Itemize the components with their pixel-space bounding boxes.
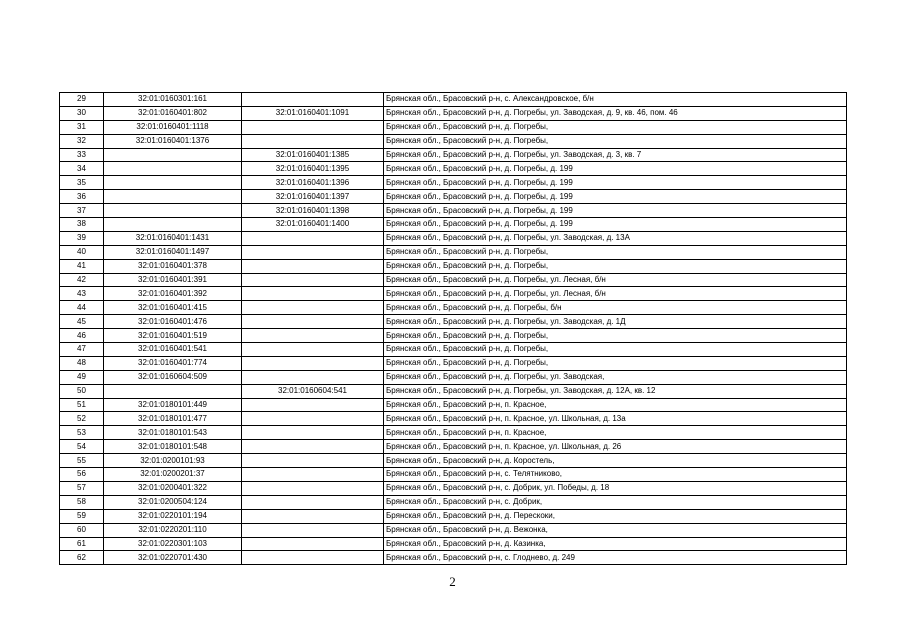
- related-cadastral-number-cell: [242, 495, 384, 509]
- table-row: [60, 370, 847, 384]
- cadastral-number-cell: 32:01:0160301:161: [104, 93, 242, 107]
- related-cadastral-number-cell: 32:01:0160401:1396: [242, 176, 384, 190]
- cadastral-number-cell: 32:01:0220301:103: [104, 537, 242, 551]
- cadastral-number-cell: 32:01:0200101:93: [104, 454, 242, 468]
- table-row: [60, 551, 847, 565]
- cadastral-number-cell: 32:01:0160604:509: [104, 370, 242, 384]
- address-cell: Брянская обл., Брасовский р-н, с. Александровское, б/н: [384, 93, 847, 107]
- row-number-cell: 34: [60, 162, 104, 176]
- cadastral-number-cell: 32:01:0160401:378: [104, 259, 242, 273]
- address-cell: Брянская обл., Брасовский р-н, д. Погребы,: [384, 245, 847, 259]
- address-cell: Брянская обл., Брасовский р-н, д. Погребы, ул. Заводская, д. 3, кв. 7: [384, 148, 847, 162]
- cadastral-number-cell: 32:01:0160401:1376: [104, 134, 242, 148]
- table-row: [60, 93, 847, 107]
- cadastral-number-cell: 32:01:0160401:774: [104, 356, 242, 370]
- cadastral-number-cell: 32:01:0200201:37: [104, 468, 242, 482]
- cadastral-number-cell: 32:01:0200504:124: [104, 495, 242, 509]
- table-row: [60, 329, 847, 343]
- table-row: [60, 245, 847, 259]
- address-cell: Брянская обл., Брасовский р-н, д. Погребы, д. 199: [384, 162, 847, 176]
- cadastral-number-cell: 32:01:0220701:430: [104, 551, 242, 565]
- table-row: [60, 190, 847, 204]
- related-cadastral-number-cell: [242, 537, 384, 551]
- cadastral-number-cell: [104, 176, 242, 190]
- related-cadastral-number-cell: [242, 287, 384, 301]
- page-number: 2: [449, 574, 456, 589]
- address-cell: Брянская обл., Брасовский р-н, д. Коростель,: [384, 454, 847, 468]
- address-cell: Брянская обл., Брасовский р-н, с. Добрик, ул. Победы, д. 18: [384, 481, 847, 495]
- table-row: [60, 384, 847, 398]
- cadastral-number-cell: 32:01:0160401:1497: [104, 245, 242, 259]
- table-row: [60, 273, 847, 287]
- address-cell: Брянская обл., Брасовский р-н, д. Погребы, ул. Заводская, д. 13А: [384, 231, 847, 245]
- cadastral-number-cell: [104, 162, 242, 176]
- related-cadastral-number-cell: [242, 329, 384, 343]
- property-table-body: [60, 93, 847, 565]
- related-cadastral-number-cell: [242, 259, 384, 273]
- cadastral-number-cell: 32:01:0200401:322: [104, 481, 242, 495]
- address-cell: Брянская обл., Брасовский р-н, д. Перескоки,: [384, 509, 847, 523]
- row-number-cell: 36: [60, 190, 104, 204]
- table-row: [60, 287, 847, 301]
- row-number-cell: 48: [60, 356, 104, 370]
- address-cell: Брянская обл., Брасовский р-н, п. Красное,: [384, 398, 847, 412]
- table-row: [60, 412, 847, 426]
- address-cell: Брянская обл., Брасовский р-н, д. Погребы,: [384, 356, 847, 370]
- address-cell: Брянская обл., Брасовский р-н, с. Глоднево, д. 249: [384, 551, 847, 565]
- related-cadastral-number-cell: [242, 440, 384, 454]
- cadastral-number-cell: 32:01:0180101:477: [104, 412, 242, 426]
- cadastral-number-cell: 32:01:0160401:1118: [104, 120, 242, 134]
- row-number-cell: 58: [60, 495, 104, 509]
- address-cell: Брянская обл., Брасовский р-н, д. Погребы,: [384, 120, 847, 134]
- address-cell: Брянская обл., Брасовский р-н, д. Погребы, д. 199: [384, 190, 847, 204]
- row-number-cell: 56: [60, 468, 104, 482]
- cadastral-number-cell: [104, 218, 242, 232]
- cadastral-number-cell: [104, 384, 242, 398]
- cadastral-number-cell: 32:01:0220101:194: [104, 509, 242, 523]
- table-row: [60, 343, 847, 357]
- address-cell: Брянская обл., Брасовский р-н, с. Телятниково,: [384, 468, 847, 482]
- table-row: [60, 537, 847, 551]
- table-row: [60, 468, 847, 482]
- related-cadastral-number-cell: [242, 93, 384, 107]
- table-row: [60, 259, 847, 273]
- cadastral-number-cell: [104, 204, 242, 218]
- related-cadastral-number-cell: [242, 245, 384, 259]
- row-number-cell: 37: [60, 204, 104, 218]
- address-cell: Брянская обл., Брасовский р-н, д. Погребы, д. 199: [384, 204, 847, 218]
- row-number-cell: 33: [60, 148, 104, 162]
- table-row: [60, 176, 847, 190]
- related-cadastral-number-cell: [242, 356, 384, 370]
- table-row: [60, 495, 847, 509]
- related-cadastral-number-cell: [242, 426, 384, 440]
- address-cell: Брянская обл., Брасовский р-н, п. Красное, ул. Школьная, д. 26: [384, 440, 847, 454]
- row-number-cell: 47: [60, 343, 104, 357]
- cadastral-number-cell: 32:01:0160401:802: [104, 106, 242, 120]
- related-cadastral-number-cell: [242, 273, 384, 287]
- table-row: [60, 398, 847, 412]
- row-number-cell: 30: [60, 106, 104, 120]
- related-cadastral-number-cell: 32:01:0160401:1385: [242, 148, 384, 162]
- row-number-cell: 41: [60, 259, 104, 273]
- row-number-cell: 61: [60, 537, 104, 551]
- table-row: [60, 454, 847, 468]
- table-row: [60, 162, 847, 176]
- related-cadastral-number-cell: [242, 315, 384, 329]
- cadastral-number-cell: 32:01:0160401:415: [104, 301, 242, 315]
- related-cadastral-number-cell: [242, 134, 384, 148]
- related-cadastral-number-cell: [242, 231, 384, 245]
- address-cell: Брянская обл., Брасовский р-н, д. Погребы, ул. Заводская, д. 12А, кв. 12: [384, 384, 847, 398]
- cadastral-number-cell: 32:01:0160401:476: [104, 315, 242, 329]
- cadastral-number-cell: 32:01:0180101:449: [104, 398, 242, 412]
- row-number-cell: 52: [60, 412, 104, 426]
- row-number-cell: 54: [60, 440, 104, 454]
- address-cell: Брянская обл., Брасовский р-н, д. Погребы, ул. Заводская,: [384, 370, 847, 384]
- table-row: [60, 523, 847, 537]
- table-row: [60, 120, 847, 134]
- row-number-cell: 51: [60, 398, 104, 412]
- cadastral-number-cell: 32:01:0180101:543: [104, 426, 242, 440]
- related-cadastral-number-cell: 32:01:0160401:1397: [242, 190, 384, 204]
- row-number-cell: 39: [60, 231, 104, 245]
- address-cell: Брянская обл., Брасовский р-н, д. Погребы, д. 199: [384, 176, 847, 190]
- related-cadastral-number-cell: 32:01:0160401:1091: [242, 106, 384, 120]
- property-table: [59, 92, 847, 565]
- table-row: [60, 134, 847, 148]
- row-number-cell: 35: [60, 176, 104, 190]
- cadastral-number-cell: [104, 148, 242, 162]
- cadastral-number-cell: 32:01:0160401:519: [104, 329, 242, 343]
- row-number-cell: 49: [60, 370, 104, 384]
- address-cell: Брянская обл., Брасовский р-н, д. Погребы,: [384, 329, 847, 343]
- table-row: [60, 509, 847, 523]
- related-cadastral-number-cell: 32:01:0160401:1395: [242, 162, 384, 176]
- address-cell: Брянская обл., Брасовский р-н, д. Погребы, ул. Лесная, б/н: [384, 287, 847, 301]
- address-cell: Брянская обл., Брасовский р-н, п. Красное,: [384, 426, 847, 440]
- table-row: [60, 301, 847, 315]
- row-number-cell: 32: [60, 134, 104, 148]
- related-cadastral-number-cell: 32:01:0160401:1398: [242, 204, 384, 218]
- address-cell: Брянская обл., Брасовский р-н, д. Погребы, д. 199: [384, 218, 847, 232]
- address-cell: Брянская обл., Брасовский р-н, д. Погребы,: [384, 259, 847, 273]
- table-row: [60, 426, 847, 440]
- table-row: [60, 315, 847, 329]
- cadastral-number-cell: 32:01:0160401:1431: [104, 231, 242, 245]
- row-number-cell: 46: [60, 329, 104, 343]
- row-number-cell: 50: [60, 384, 104, 398]
- address-cell: Брянская обл., Брасовский р-н, с. Добрик,: [384, 495, 847, 509]
- related-cadastral-number-cell: [242, 120, 384, 134]
- related-cadastral-number-cell: [242, 398, 384, 412]
- row-number-cell: 29: [60, 93, 104, 107]
- related-cadastral-number-cell: [242, 523, 384, 537]
- address-cell: Брянская обл., Брасовский р-н, д. Погребы, ул. Лесная, б/н: [384, 273, 847, 287]
- related-cadastral-number-cell: [242, 454, 384, 468]
- table-row: [60, 231, 847, 245]
- address-cell: Брянская обл., Брасовский р-н, д. Погребы, ул. Заводская, д. 9, кв. 46, пом. 46: [384, 106, 847, 120]
- row-number-cell: 44: [60, 301, 104, 315]
- row-number-cell: 38: [60, 218, 104, 232]
- cadastral-number-cell: 32:01:0160401:541: [104, 343, 242, 357]
- row-number-cell: 42: [60, 273, 104, 287]
- cadastral-number-cell: 32:01:0160401:392: [104, 287, 242, 301]
- address-cell: Брянская обл., Брасовский р-н, д. Вежонка,: [384, 523, 847, 537]
- row-number-cell: 60: [60, 523, 104, 537]
- related-cadastral-number-cell: 32:01:0160401:1400: [242, 218, 384, 232]
- related-cadastral-number-cell: [242, 370, 384, 384]
- table-row: [60, 481, 847, 495]
- related-cadastral-number-cell: [242, 412, 384, 426]
- address-cell: Брянская обл., Брасовский р-н, д. Погребы,: [384, 134, 847, 148]
- row-number-cell: 57: [60, 481, 104, 495]
- row-number-cell: 45: [60, 315, 104, 329]
- table-row: [60, 356, 847, 370]
- row-number-cell: 55: [60, 454, 104, 468]
- related-cadastral-number-cell: [242, 551, 384, 565]
- table-row: [60, 106, 847, 120]
- table-row: [60, 218, 847, 232]
- row-number-cell: 53: [60, 426, 104, 440]
- table-row: [60, 440, 847, 454]
- row-number-cell: 43: [60, 287, 104, 301]
- row-number-cell: 31: [60, 120, 104, 134]
- cadastral-number-cell: 32:01:0180101:548: [104, 440, 242, 454]
- related-cadastral-number-cell: [242, 343, 384, 357]
- related-cadastral-number-cell: [242, 481, 384, 495]
- address-cell: Брянская обл., Брасовский р-н, п. Красное, ул. Школьная, д. 13а: [384, 412, 847, 426]
- table-row: [60, 204, 847, 218]
- address-cell: Брянская обл., Брасовский р-н, д. Казинка,: [384, 537, 847, 551]
- row-number-cell: 62: [60, 551, 104, 565]
- address-cell: Брянская обл., Брасовский р-н, д. Погребы,: [384, 343, 847, 357]
- related-cadastral-number-cell: [242, 301, 384, 315]
- cadastral-number-cell: 32:01:0220201:110: [104, 523, 242, 537]
- table-row: [60, 148, 847, 162]
- related-cadastral-number-cell: [242, 509, 384, 523]
- row-number-cell: 59: [60, 509, 104, 523]
- address-cell: Брянская обл., Брасовский р-н, д. Погребы, ул. Заводская, д. 1Д: [384, 315, 847, 329]
- address-cell: Брянская обл., Брасовский р-н, д. Погребы, б/н: [384, 301, 847, 315]
- related-cadastral-number-cell: [242, 468, 384, 482]
- row-number-cell: 40: [60, 245, 104, 259]
- cadastral-number-cell: [104, 190, 242, 204]
- related-cadastral-number-cell: 32:01:0160604:541: [242, 384, 384, 398]
- cadastral-number-cell: 32:01:0160401:391: [104, 273, 242, 287]
